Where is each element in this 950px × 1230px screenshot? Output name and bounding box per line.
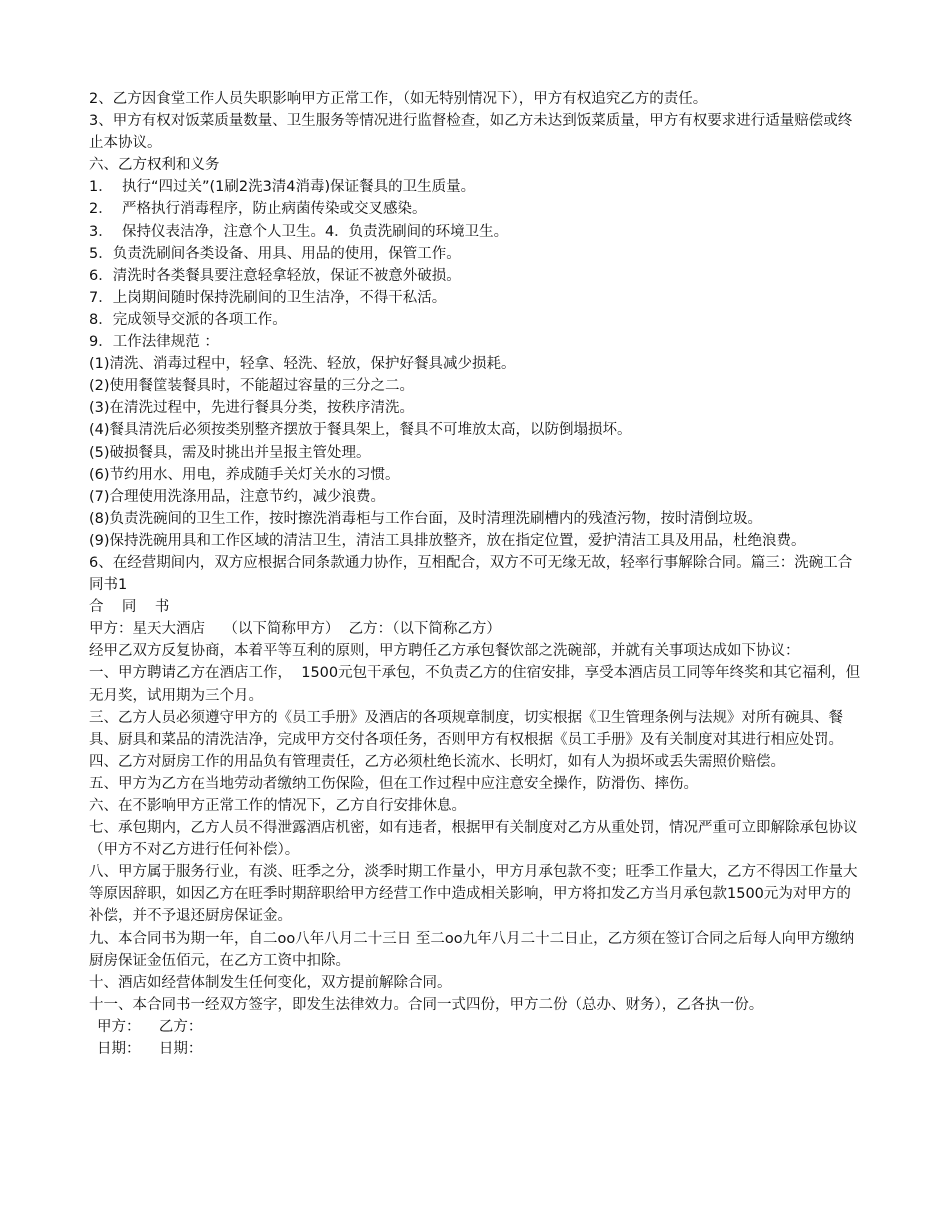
date-line: 日期： 日期：	[97, 1041, 203, 1058]
paragraph: 六、乙方权利和义务	[89, 157, 220, 174]
paragraph: 六、在不影响甲方正常工作的情况下，乙方自行安排休息。	[89, 798, 466, 814]
paragraph: (6)节约用水、用电，养成随手关灯关水的习惯。	[89, 466, 400, 483]
paragraph: 9．工作法律规范 ：	[89, 334, 219, 351]
paragraph: (1)清洗、消毒过程中，轻拿、轻洗、轻放，保护好餐具减少损耗。	[89, 356, 516, 373]
paragraph: 十、酒店如经营体制发生任何变化，双方提前解除合同。	[89, 974, 452, 991]
paragraph: 2、乙方因食堂工作人员失职影响甲方正常工作，（如无特别情况下），甲方有权追究乙方的责任。	[89, 91, 708, 107]
paragraph: 7．上岗期间随时保持洗刷间的卫生洁净，不得干私活。	[89, 289, 447, 306]
paragraph: 6．清洗时各类餐具要注意轻拿轻放，保证不被意外破损。	[89, 267, 461, 284]
paragraph: 四、乙方对厨房工作的用品负有管理责任，乙方必须杜绝长流水、长明灯，如有人为损坏或丢失需照价赔偿。	[89, 753, 785, 770]
paragraph: 八、甲方属于服务行业，有淡、旺季之分，淡季时期工作量小，甲方月承包款不变；旺季工作量大，乙方不得因工作量大等原因辞职，如因乙方在旺季时期辞职给甲方经营工作中造成相关影响，甲方将扣发乙方当月承包款1500元为对甲方的补偿，并不予退还厨房保证金。	[89, 864, 858, 925]
paragraph: 七、承包期内，乙方人员不得泄露酒店机密，如有违者，根据甲有关制度对乙方从重处罚，情况严重可立即解除承包协议（甲方不对乙方进行任何补偿）。	[89, 820, 858, 859]
paragraph: 甲方：星天大酒店 （以下简称甲方） 乙方：（以下简称乙方）	[89, 621, 501, 638]
paragraph: 3、甲方有权对饭菜质量数量、卫生服务等情况进行监督检查，如乙方未达到饭菜质量，甲方有权要求进行适量赔偿或终止本协议。	[89, 113, 853, 152]
paragraph: 三、乙方人员必须遵守甲方的《员工手册》及酒店的各项规章制度，切实根据《卫生管理条例与法规》对所有碗具、餐具、厨具和菜品的清洗洁净，完成甲方交付各项任务，否则甲方有权根据《员工手册》及有关制度对其进行相应处罚。	[89, 709, 843, 748]
signature-line: 甲方： 乙方：	[97, 1018, 203, 1035]
paragraph: 3． 保持仪表洁净，注意个人卫生。4．负责洗刷间的环境卫生。	[89, 223, 509, 240]
paragraph: (3)在清洗过程中，先进行餐具分类，按秩序清洗。	[89, 400, 415, 417]
paragraph: 十一、本合同书一经双方签字，即发生法律效力。合同一式四份，甲方二份（总办、财务），乙各执一份。	[89, 996, 764, 1013]
document-body	[89, 88, 861, 1060]
paragraph: 8．完成领导交派的各项工作。	[89, 311, 287, 328]
paragraph: 经甲乙双方反复协商，本着平等互利的原则，甲方聘任乙方承包餐饮部之洗碗部，并就有关事项达成如下协议：	[89, 643, 800, 660]
paragraph: 合 同 书	[89, 599, 170, 616]
paragraph: 一、甲方聘请乙方在酒店工作， 1500元包干承包，不负责乙方的住宿安排，享受本酒店员工同等年终奖和其它福利，但无月奖，试用期为三个月。	[89, 665, 861, 704]
paragraph: (8)负责洗碗间的卫生工作，按时擦洗消毒柜与工作台面，及时清理洗刷槽内的残渣污物，按时清倒垃圾。	[89, 510, 763, 527]
paragraph: (2)使用餐筐装餐具时，不能超过容量的三分之二。	[89, 378, 415, 395]
paragraph: (4)餐具清洗后必须按类别整齐摆放于餐具架上，餐具不可堆放太高，以防倒塌损坏。	[89, 422, 632, 439]
paragraph: 五、甲方为乙方在当地劳动者缴纳工伤保险，但在工作过程中应注意安全操作，防滑伤、摔伤。	[89, 775, 698, 792]
paragraph: 5．负责洗刷间各类设备、用具、用品的使用，保管工作。	[89, 245, 461, 262]
paragraph: (7)合理使用洗涤用品，注意节约，减少浪费。	[89, 488, 386, 505]
paragraph: 2． 严格执行消毒程序，防止病菌传染或交叉感染。	[89, 201, 427, 218]
paragraph: 6、在经营期间内，双方应根据合同条款通力协作，互相配合，双方不可无缘无故，轻率行事解除合同。篇三：洗碗工合同书1	[89, 554, 853, 594]
paragraph: (9)保持洗碗用具和工作区域的清洁卫生，清洁工具排放整齐，放在指定位置，爱护清洁工具及用品，杜绝浪费。	[89, 532, 806, 549]
paragraph: (5)破损餐具，需及时挑出并呈报主管处理。	[89, 444, 371, 461]
paragraph: 1． 执行“四过关”(1刷2洗3清4消毒)保证餐具的卫生质量。	[89, 179, 476, 196]
paragraph: 九、本合同书为期一年，自二oo八年八月二十三日 至二oo九年八月二十二日止，乙方须在签订合同之后每人向甲方缴纳厨房保证金伍佰元，在乙方工资中扣除。	[89, 930, 855, 969]
